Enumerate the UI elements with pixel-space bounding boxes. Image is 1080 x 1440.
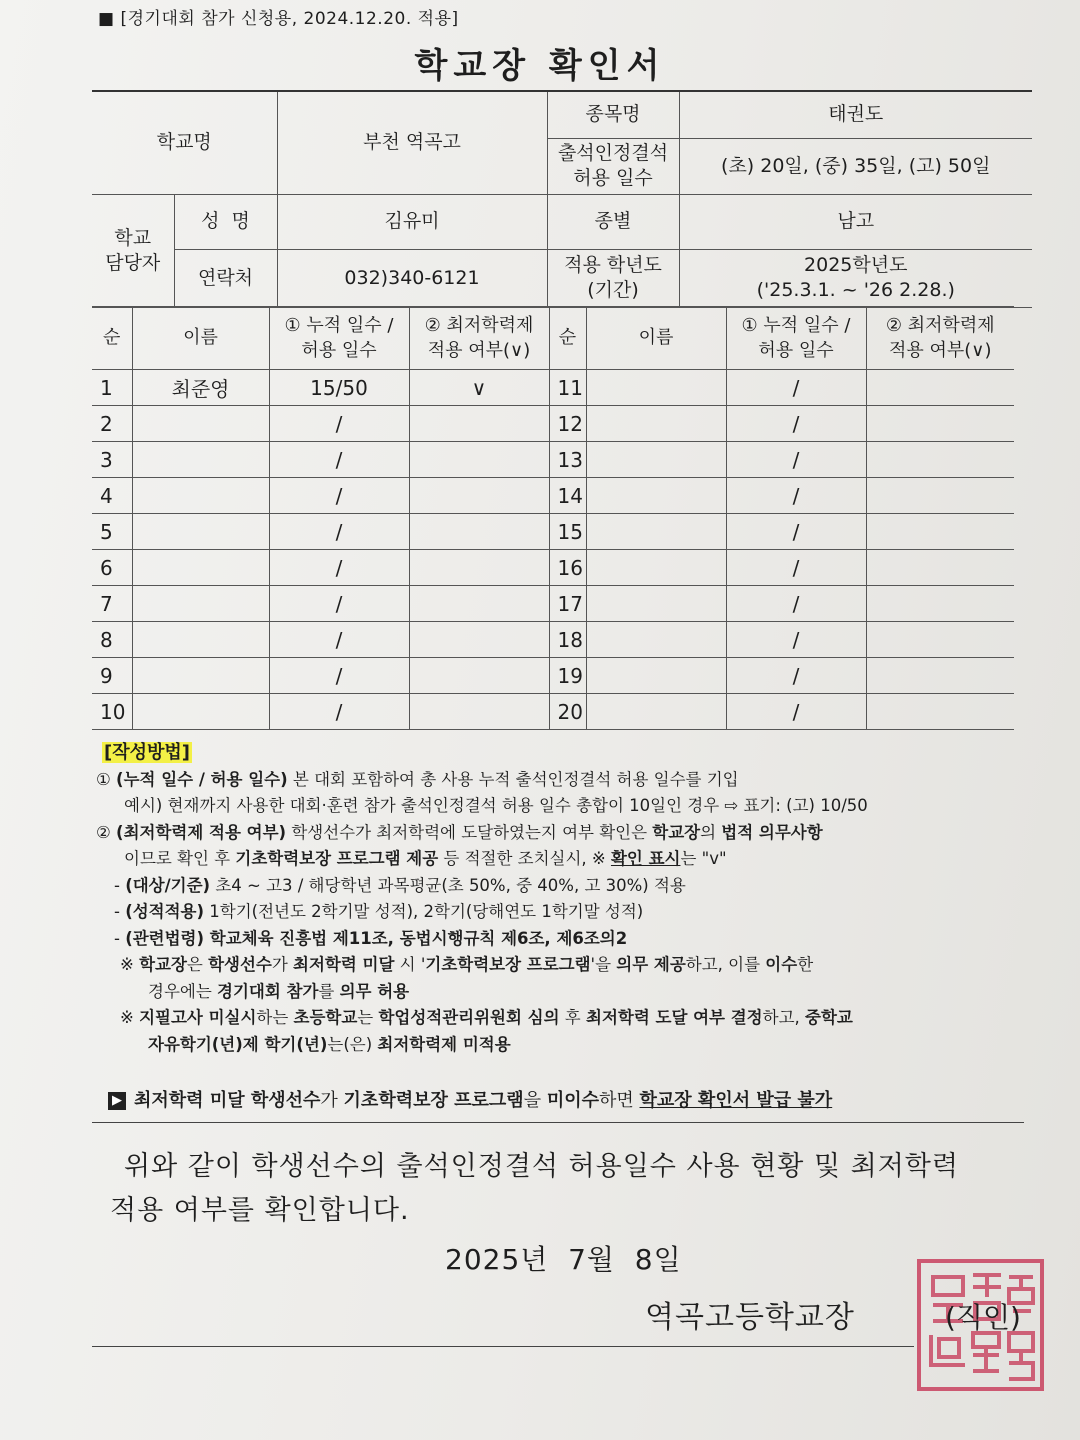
circled-number-1: ①	[96, 769, 111, 789]
note-1-t7: 한	[797, 955, 814, 974]
row-min	[409, 442, 549, 478]
row-no: 16	[549, 550, 586, 586]
form-note: ■ [경기대회 참가 신청용, 2024.12.20. 적용]	[98, 9, 459, 29]
row-name	[586, 442, 726, 478]
warning-t4: 을	[523, 1090, 547, 1111]
info-table	[92, 90, 1032, 308]
criteria-line	[96, 873, 1026, 900]
grade-apply-text: 1학기(전년도 2학기말 성적), 2학기(당해연도 1학기말 성적)	[204, 902, 644, 921]
row-no: 19	[549, 658, 586, 694]
row-days: /	[726, 586, 866, 622]
instruction-2-cont-b: 등 적절한 조치실시, ※	[438, 849, 611, 868]
confirmation-text	[110, 1145, 1030, 1233]
note-2-b3: 학업성적관리위원회 심의	[378, 1008, 560, 1027]
note-1-cont-b1: 경기대회 참가	[217, 981, 319, 1001]
col-name-left: 이름	[132, 307, 269, 370]
note-1-t5: '을	[590, 955, 617, 974]
note-1-b4: 기초학력보장 프로그램	[425, 955, 591, 974]
days-value: (초) 20일, (중) 35일, (고) 50일	[679, 138, 1032, 194]
row-days: /	[726, 370, 866, 406]
row-name	[586, 658, 726, 694]
note-1-t4: 시 '	[394, 955, 426, 974]
table-row	[92, 370, 1014, 406]
table-row	[92, 442, 1014, 478]
row-min	[866, 406, 1014, 442]
instructions-section	[96, 740, 1026, 1058]
col-days-left-l2: 허용 일수	[301, 340, 377, 361]
col-name-right: 이름	[586, 307, 726, 370]
contact-label: 연락처	[174, 249, 277, 307]
note-1-t2: 은	[186, 955, 209, 974]
row-no: 9	[92, 658, 132, 694]
instruction-1-title: (누적 일수 / 허용 일수)	[116, 769, 288, 789]
note-2-b5: 중학교	[805, 1008, 853, 1027]
note-2-b2: 초등학교	[293, 1008, 358, 1027]
row-days: /	[269, 478, 409, 514]
note-1	[96, 952, 1026, 979]
school-value: 부천 역곡고	[277, 91, 547, 194]
row-min	[866, 370, 1014, 406]
row-min	[866, 586, 1014, 622]
row-name	[132, 586, 269, 622]
name-value: 김유미	[277, 194, 547, 249]
note-2-t4: 후	[559, 1008, 586, 1027]
row-no: 15	[549, 514, 586, 550]
col-min-left-l2: 적용 여부(∨)	[427, 340, 531, 361]
col-no-right: 순	[549, 307, 586, 370]
row-name	[586, 586, 726, 622]
warning-t3: 기초학력보장 프로그램	[343, 1090, 524, 1111]
row-days: /	[726, 478, 866, 514]
note-2-cont-t1: 는(은)	[327, 1034, 378, 1054]
name-label: 성 명	[174, 194, 277, 249]
row-days: 15/50	[269, 370, 409, 406]
row-min	[866, 658, 1014, 694]
row-name	[586, 622, 726, 658]
row-min	[409, 622, 549, 658]
row-min	[409, 694, 549, 730]
manager-label-line1: 학교	[114, 226, 152, 249]
student-table	[92, 306, 1014, 730]
col-min-right-l2: 적용 여부(∨)	[889, 340, 992, 361]
table-row	[92, 478, 1014, 514]
row-days: /	[269, 442, 409, 478]
row-days: /	[726, 406, 866, 442]
law-text: (관련법령) 학교체육 진흥법 제11조, 동법시행규칙 제6조, 제6조의2	[125, 928, 628, 948]
row-name	[132, 478, 269, 514]
note-1-b6: 이수	[765, 955, 798, 974]
row-no: 14	[549, 478, 586, 514]
school-label: 학교명	[92, 91, 277, 194]
year-label	[547, 249, 679, 307]
gender-label: 종별	[547, 194, 679, 249]
note-1-b2: 학생선수	[208, 955, 272, 974]
instruction-2-cont-bold-a: 기초학력보장 프로그램 제공	[235, 849, 439, 868]
days-label	[547, 138, 679, 194]
table-row	[92, 658, 1014, 694]
row-no: 4	[92, 478, 132, 514]
year-label-line1: 적용 학년도	[564, 254, 662, 277]
row-min	[409, 406, 549, 442]
row-min: ∨	[409, 370, 549, 406]
seal-label: (직인)	[945, 1301, 1021, 1334]
row-no: 17	[549, 586, 586, 622]
document-title: 학교장 확인서	[414, 46, 666, 86]
note-1-cont-t2: 를	[318, 981, 340, 1001]
table-row	[92, 586, 1014, 622]
row-name	[132, 550, 269, 586]
note-2-cont	[96, 1032, 1026, 1059]
row-no: 13	[549, 442, 586, 478]
criteria-title: (대상/기준)	[125, 875, 211, 895]
table-row	[92, 406, 1014, 442]
manager-label-line2: 담당자	[105, 251, 161, 274]
signer-name: 역곡고등학교장	[645, 1300, 855, 1335]
row-days: /	[726, 514, 866, 550]
row-name	[586, 550, 726, 586]
note-1-b5: 의무 제공	[616, 955, 686, 974]
row-no: 2	[92, 406, 132, 442]
row-days: /	[269, 622, 409, 658]
row-name	[132, 406, 269, 442]
table-header-row	[92, 307, 1014, 370]
note-1-cont-b2: 의무 허용	[339, 981, 410, 1001]
instruction-2-bold-a: 학교장	[652, 822, 701, 842]
row-no: 11	[549, 370, 586, 406]
arrow-right-icon: ▶	[108, 1092, 126, 1110]
note-2-mark: ※	[120, 1008, 140, 1027]
row-days: /	[269, 586, 409, 622]
row-min	[866, 478, 1014, 514]
row-name	[132, 694, 269, 730]
instruction-2-cont-bold-b: 확인 표시	[610, 849, 681, 868]
note-2-t2: 하는	[256, 1008, 294, 1027]
row-min	[866, 514, 1014, 550]
instruction-1	[96, 767, 1026, 794]
row-name	[586, 370, 726, 406]
law-dash: -	[114, 928, 126, 948]
note-1-cont-t1: 경우에는	[148, 981, 218, 1001]
row-no: 6	[92, 550, 132, 586]
col-days-left-l1: ① 누적 일수 /	[284, 314, 394, 336]
instruction-2-text-b: 의	[700, 822, 722, 842]
criteria-text: 초4 ~ 고3 / 해당학년 과목평균(초 50%, 중 40%, 고 30%) 적용	[210, 875, 686, 895]
row-no: 20	[549, 694, 586, 730]
col-min-right-l1: ② 최저학력제	[885, 314, 995, 336]
year-value-line2: ('25.3.1. ~ '26 2.28.)	[756, 279, 955, 301]
row-days: /	[269, 658, 409, 694]
row-days: /	[726, 658, 866, 694]
row-min	[409, 658, 549, 694]
row-no: 1	[92, 370, 132, 406]
note-2	[96, 1005, 1026, 1032]
row-no: 7	[92, 586, 132, 622]
instruction-2-cont	[96, 846, 1026, 873]
warning-t6: 하면	[599, 1090, 640, 1111]
instructions-header: [작성방법]	[104, 742, 191, 763]
row-min	[409, 478, 549, 514]
warning-t7: 학교장 확인서 발급 불가	[639, 1090, 833, 1111]
row-days: /	[726, 442, 866, 478]
row-name	[132, 658, 269, 694]
sport-value: 태권도	[679, 91, 1032, 138]
law-line	[96, 926, 1026, 953]
row-days: /	[269, 514, 409, 550]
warning-t1: 최저학력 미달 학생선수	[134, 1090, 321, 1111]
note-1-b3: 최저학력 미달	[293, 955, 395, 974]
note-2-t5: 하고,	[762, 1008, 805, 1027]
instruction-2	[96, 820, 1026, 847]
note-2-b1: 지필고사 미실시	[139, 1008, 257, 1027]
note-1-cont	[96, 979, 1026, 1006]
row-name	[132, 514, 269, 550]
row-min	[409, 514, 549, 550]
row-name	[586, 514, 726, 550]
year-value	[679, 249, 1032, 307]
col-days-right	[726, 307, 866, 370]
row-min	[409, 550, 549, 586]
manager-label	[92, 194, 174, 307]
circled-number-2: ②	[96, 822, 111, 842]
instruction-2-bold-b: 법적 의무사항	[721, 822, 823, 842]
col-min-left	[409, 307, 549, 370]
note-2-cont-b2: 최저학력제 미적용	[377, 1034, 511, 1054]
col-days-left	[269, 307, 409, 370]
row-min	[866, 694, 1014, 730]
row-min	[866, 622, 1014, 658]
row-min	[409, 586, 549, 622]
row-name	[586, 478, 726, 514]
table-row	[92, 550, 1014, 586]
table-row	[92, 694, 1014, 730]
row-days: /	[726, 550, 866, 586]
row-no: 8	[92, 622, 132, 658]
instruction-1-example: 예시) 현재까지 사용한 대회·훈련 참가 출석인정결석 허용 일수 총합이 10일인 경우 ⇨ 표기: (고) 10/50	[124, 796, 868, 815]
row-name	[132, 442, 269, 478]
note-2-cont-b1: 자유학기(년)제 학기(년)	[148, 1034, 328, 1054]
warning-t2: 가	[320, 1090, 344, 1111]
warning-line	[108, 1086, 832, 1112]
note-1-b1: 학교장	[139, 955, 187, 974]
issue-date: 2025년 7월 8일	[445, 1243, 682, 1276]
row-days: /	[726, 622, 866, 658]
instruction-2-title: (최저학력제 적용 여부)	[116, 822, 287, 842]
row-name: 최준영	[132, 370, 269, 406]
row-no: 3	[92, 442, 132, 478]
row-name	[586, 406, 726, 442]
row-min	[866, 442, 1014, 478]
grade-apply-dash: -	[114, 902, 126, 921]
divider	[92, 1122, 1024, 1123]
col-no-left: 순	[92, 307, 132, 370]
table-row	[92, 514, 1014, 550]
row-days: /	[726, 694, 866, 730]
col-min-right	[866, 307, 1014, 370]
note-1-mark: ※	[120, 955, 140, 974]
gender-value: 남고	[679, 194, 1032, 249]
row-name	[586, 694, 726, 730]
row-days: /	[269, 694, 409, 730]
row-no: 10	[92, 694, 132, 730]
instruction-2-cont-a: 이므로 확인 후	[124, 849, 236, 868]
note-1-t3: 가	[271, 955, 294, 974]
warning-t5: 미이수	[546, 1090, 599, 1111]
note-1-t6: 하고, 이를	[685, 955, 766, 974]
row-days: /	[269, 406, 409, 442]
year-value-line1: 2025학년도	[804, 254, 908, 277]
note-2-b4: 최저학력 도달 여부 결정	[586, 1008, 763, 1027]
instruction-1-text: 본 대회 포함하여 총 사용 누적 출석인정결석 허용 일수를 기입	[287, 769, 739, 789]
grade-apply-title: (성적적용)	[125, 902, 205, 921]
row-no: 5	[92, 514, 132, 550]
confirmation-line1: 위와 같이 학생선수의 출석인정결석 허용일수 사용 현황 및 최저학력	[124, 1151, 959, 1182]
row-min	[866, 550, 1014, 586]
grade-apply-line	[96, 899, 1026, 926]
contact-value: 032)340-6121	[277, 249, 547, 307]
row-name	[132, 622, 269, 658]
col-min-left-l1: ② 최저학력제	[424, 314, 534, 336]
row-days: /	[269, 550, 409, 586]
bottom-divider	[92, 1346, 914, 1347]
col-days-right-l1: ① 누적 일수 /	[741, 314, 851, 336]
confirmation-line2: 적용 여부를 확인합니다.	[110, 1195, 410, 1226]
year-label-line2: (기간)	[587, 279, 639, 301]
instruction-2-text: 학생선수가 최저학력에 도달하였는지 여부 확인은	[286, 822, 653, 842]
row-no: 18	[549, 622, 586, 658]
criteria-dash: -	[114, 875, 126, 895]
sport-label: 종목명	[547, 91, 679, 138]
days-label-line1: 출석인정결석	[557, 142, 669, 165]
note-2-t3: 는	[357, 1008, 379, 1027]
col-days-right-l2: 허용 일수	[758, 340, 834, 361]
days-label-line2: 허용 일수	[573, 167, 653, 189]
row-no: 12	[549, 406, 586, 442]
instruction-2-cont-c: 는 "v"	[680, 849, 727, 868]
table-row	[92, 622, 1014, 658]
